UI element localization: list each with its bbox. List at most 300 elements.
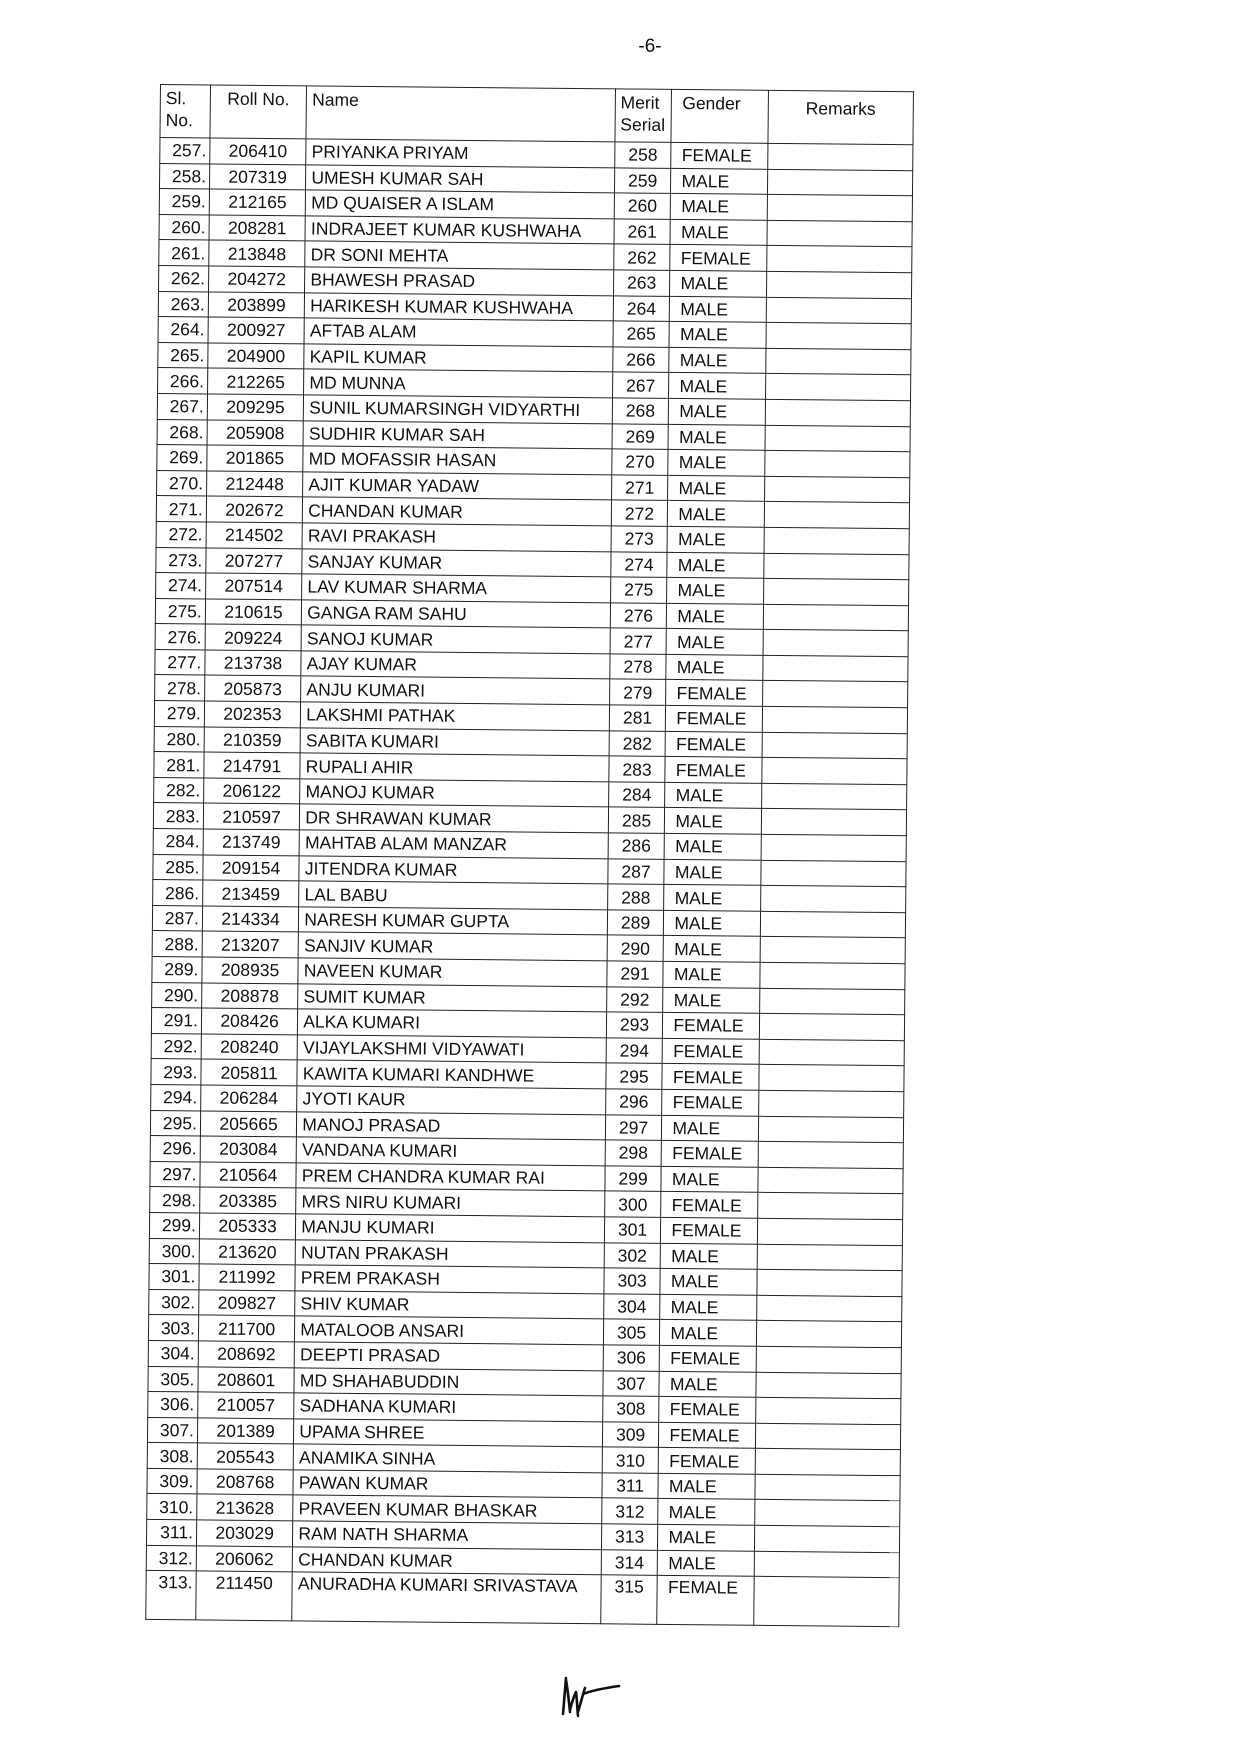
- candidate-name-cell: SUDHIR KUMAR SAH: [303, 420, 612, 449]
- remarks-cell: [760, 937, 905, 964]
- merit-serial-cell: 271: [611, 475, 668, 501]
- merit-serial-cell: 282: [609, 730, 666, 756]
- serial-number-cell: 286.: [153, 880, 203, 906]
- serial-number-cell: 279.: [154, 701, 204, 727]
- serial-number-cell: 281.: [154, 752, 204, 778]
- candidate-name-cell: UMESH KUMAR SAH: [306, 164, 615, 193]
- remarks-cell: [754, 1551, 899, 1578]
- merit-serial-cell: 287: [608, 858, 665, 884]
- candidate-name-cell: MANJU KUMARI: [296, 1214, 605, 1243]
- gender-cell: MALE: [666, 629, 763, 656]
- serial-number-cell: 276.: [155, 624, 205, 650]
- gender-cell: MALE: [663, 961, 760, 988]
- roll-number-cell: 202353: [204, 701, 301, 728]
- remarks-cell: [757, 1193, 902, 1220]
- merit-serial-cell: 260: [614, 193, 671, 219]
- gender-cell: MALE: [668, 475, 765, 502]
- remarks-cell: [762, 732, 907, 759]
- remarks-cell: [757, 1218, 902, 1245]
- gender-cell: MALE: [670, 219, 767, 246]
- remarks-cell: [755, 1500, 900, 1527]
- gender-cell: MALE: [670, 270, 767, 297]
- header-gender: Gender: [671, 89, 768, 143]
- serial-number-cell: 292.: [151, 1033, 201, 1059]
- merit-serial-cell: 270: [612, 449, 669, 475]
- gender-cell: MALE: [666, 654, 763, 681]
- remarks-cell: [755, 1449, 900, 1476]
- page-number: -6-: [638, 36, 662, 57]
- gender-cell: MALE: [669, 398, 766, 425]
- serial-number-cell: 289.: [152, 956, 202, 982]
- remarks-cell: [756, 1372, 901, 1399]
- gender-cell: MALE: [665, 833, 762, 860]
- roll-number-cell: 210615: [205, 599, 302, 626]
- serial-number-cell: 302.: [149, 1289, 199, 1315]
- merit-serial-cell: 301: [604, 1217, 661, 1243]
- handwritten-initials-signature: [555, 1668, 625, 1728]
- serial-number-cell: 306.: [148, 1392, 198, 1418]
- roll-number-cell: 213620: [199, 1238, 296, 1265]
- candidate-name-cell: INDRAJEET KUMAR KUSHWAHA: [305, 216, 614, 245]
- serial-number-cell: 258.: [159, 163, 209, 189]
- candidate-name-cell: PRAVEEN KUMAR BHASKAR: [293, 1495, 602, 1524]
- roll-number-cell: 207319: [209, 164, 306, 191]
- gender-cell: MALE: [659, 1371, 756, 1398]
- merit-serial-cell: 311: [602, 1473, 659, 1499]
- serial-number-cell: 262.: [159, 265, 209, 291]
- candidate-name-cell: ALKA KUMARI: [298, 1009, 607, 1038]
- roll-number-cell: 212165: [209, 189, 306, 216]
- remarks-cell: [768, 143, 913, 170]
- merit-serial-cell: 310: [602, 1447, 659, 1473]
- gender-cell: FEMALE: [665, 731, 762, 758]
- remarks-cell: [756, 1346, 901, 1373]
- header-merit-serial: Merit Serial: [615, 89, 672, 143]
- serial-number-cell: 296.: [150, 1136, 200, 1162]
- candidate-name-cell: MD MUNNA: [304, 369, 613, 398]
- gender-cell: MALE: [668, 501, 765, 528]
- serial-number-cell: 309.: [147, 1468, 197, 1494]
- table-header: [160, 85, 913, 145]
- candidate-name-cell: SANJAY KUMAR: [302, 548, 611, 577]
- roll-number-cell: 208601: [198, 1366, 295, 1393]
- serial-number-cell: 288.: [152, 931, 202, 957]
- remarks-cell: [766, 322, 911, 349]
- candidate-name-cell: MD MOFASSIR HASAN: [303, 446, 612, 475]
- merit-serial-cell: 312: [601, 1498, 658, 1524]
- candidate-name-cell: VANDANA KUMARI: [296, 1137, 605, 1166]
- roll-number-cell: 206122: [203, 778, 300, 805]
- roll-number-cell: 206284: [201, 1085, 298, 1112]
- merit-serial-cell: 286: [608, 833, 665, 859]
- serial-number-cell: 275.: [155, 598, 205, 624]
- serial-number-cell: 270.: [157, 470, 207, 496]
- roll-number-cell: 210564: [200, 1162, 297, 1189]
- candidate-name-cell: ANAMIKA SINHA: [293, 1444, 602, 1473]
- serial-number-cell: 312.: [146, 1545, 196, 1571]
- serial-number-cell: 298.: [150, 1187, 200, 1213]
- candidate-name-cell: SANOJ KUMAR: [301, 625, 610, 654]
- roll-number-cell: 205333: [199, 1213, 296, 1240]
- merit-serial-cell: 314: [601, 1549, 658, 1575]
- remarks-cell: [760, 911, 905, 938]
- merit-serial-cell: 274: [611, 551, 668, 577]
- remarks-cell: [765, 399, 910, 426]
- remarks-cell: [758, 1167, 903, 1194]
- candidate-name-cell: LAL BABU: [299, 881, 608, 910]
- merit-serial-cell: 295: [606, 1063, 663, 1089]
- roll-number-cell: 204272: [208, 266, 305, 293]
- merit-serial-cell: 269: [612, 423, 669, 449]
- roll-number-cell: 201865: [207, 445, 304, 472]
- candidate-name-cell: SHIV KUMAR: [295, 1291, 604, 1320]
- candidate-name-cell: AJAY KUMAR: [301, 651, 610, 680]
- header-roll-no: Roll No.: [210, 85, 307, 139]
- roll-number-cell: 209295: [207, 394, 304, 421]
- merit-serial-cell: 265: [613, 321, 670, 347]
- gender-cell: FEMALE: [663, 1013, 760, 1040]
- gender-cell: FEMALE: [662, 1141, 759, 1168]
- gender-cell: MALE: [658, 1499, 755, 1526]
- candidate-name-cell: DR SONI MEHTA: [305, 241, 614, 270]
- serial-number-cell: 280.: [154, 726, 204, 752]
- merit-list-sheet: [145, 84, 914, 1627]
- header-sl-no: Sl. No.: [160, 85, 210, 138]
- candidate-name-cell: LAV KUMAR SHARMA: [302, 574, 611, 603]
- serial-number-cell: 290.: [152, 982, 202, 1008]
- merit-serial-cell: 281: [609, 705, 666, 731]
- serial-number-cell: 260.: [159, 214, 209, 240]
- remarks-cell: [758, 1116, 903, 1143]
- merit-serial-cell: 267: [612, 372, 669, 398]
- gender-cell: MALE: [669, 322, 766, 349]
- roll-number-cell: 205543: [197, 1443, 294, 1470]
- merit-serial-cell: 306: [603, 1345, 660, 1371]
- remarks-cell: [762, 758, 907, 785]
- candidate-name-cell: VIJAYLAKSHMI VIDYAWATI: [297, 1035, 606, 1064]
- merit-serial-cell: 259: [614, 167, 671, 193]
- roll-number-cell: 205665: [200, 1110, 297, 1137]
- gender-cell: MALE: [667, 603, 764, 630]
- remarks-cell: [765, 374, 910, 401]
- candidate-name-cell: NARESH KUMAR GUPTA: [299, 907, 608, 936]
- gender-cell: MALE: [671, 168, 768, 195]
- merit-serial-cell: 268: [612, 398, 669, 424]
- candidate-name-cell: JITENDRA KUMAR: [299, 855, 608, 884]
- roll-number-cell: 211992: [199, 1264, 296, 1291]
- merit-serial-cell: 315: [600, 1575, 657, 1625]
- merit-serial-cell: 297: [605, 1114, 662, 1140]
- serial-number-cell: 264.: [158, 317, 208, 343]
- gender-cell: MALE: [661, 1166, 758, 1193]
- merit-serial-cell: 290: [607, 935, 664, 961]
- roll-number-cell: 213207: [202, 931, 299, 958]
- gender-cell: MALE: [671, 194, 768, 221]
- candidate-name-cell: PREM CHANDRA KUMAR RAI: [296, 1163, 605, 1192]
- header-row: [160, 85, 913, 145]
- gender-cell: FEMALE: [659, 1396, 756, 1423]
- candidate-name-cell: MANOJ KUMAR: [300, 779, 609, 808]
- candidate-name-cell: NUTAN PRAKASH: [295, 1239, 604, 1268]
- candidate-name-cell: PREM PRAKASH: [295, 1265, 604, 1294]
- remarks-cell: [761, 860, 906, 887]
- gender-cell: MALE: [667, 552, 764, 579]
- candidate-name-cell: CHANDAN KUMAR: [303, 497, 612, 526]
- remarks-cell: [757, 1244, 902, 1271]
- merit-serial-cell: 298: [605, 1140, 662, 1166]
- gender-cell: FEMALE: [659, 1422, 756, 1449]
- remarks-cell: [754, 1577, 900, 1627]
- serial-number-cell: 287.: [152, 905, 202, 931]
- serial-number-cell: 305.: [148, 1366, 198, 1392]
- gender-cell: MALE: [660, 1320, 757, 1347]
- candidate-name-cell: RAVI PRAKASH: [302, 523, 611, 552]
- serial-number-cell: 268.: [157, 419, 207, 445]
- merit-serial-cell: 275: [610, 577, 667, 603]
- roll-number-cell: 208692: [198, 1341, 295, 1368]
- merit-serial-cell: 296: [605, 1089, 662, 1115]
- roll-number-cell: 214791: [204, 752, 301, 779]
- remarks-cell: [766, 271, 911, 298]
- gender-cell: MALE: [658, 1550, 755, 1577]
- gender-cell: MALE: [662, 1115, 759, 1142]
- merit-serial-cell: 313: [601, 1524, 658, 1550]
- roll-number-cell: 203899: [208, 292, 305, 319]
- serial-number-cell: 311.: [146, 1520, 196, 1546]
- gender-cell: FEMALE: [661, 1192, 758, 1219]
- remarks-cell: [756, 1321, 901, 1348]
- remarks-cell: [763, 578, 908, 605]
- gender-cell: FEMALE: [663, 1038, 760, 1065]
- candidate-name-cell: SANJIV KUMAR: [298, 932, 607, 961]
- gender-cell: MALE: [664, 936, 761, 963]
- merit-serial-cell: 289: [607, 910, 664, 936]
- serial-number-cell: 261.: [159, 240, 209, 266]
- serial-number-cell: 266.: [158, 368, 208, 394]
- serial-number-cell: 269.: [157, 445, 207, 471]
- candidate-name-cell: MRS NIRU KUMARI: [296, 1188, 605, 1217]
- merit-serial-cell: 302: [604, 1242, 661, 1268]
- roll-number-cell: 208878: [202, 983, 299, 1010]
- remarks-cell: [755, 1397, 900, 1424]
- remarks-cell: [767, 246, 912, 273]
- merit-serial-cell: 258: [614, 142, 671, 168]
- serial-number-cell: 301.: [149, 1264, 199, 1290]
- remarks-cell: [761, 809, 906, 836]
- gender-cell: MALE: [664, 910, 761, 937]
- header-name: Name: [306, 86, 615, 142]
- roll-number-cell: 212448: [206, 471, 303, 498]
- gender-cell: FEMALE: [659, 1448, 756, 1475]
- serial-number-cell: 263.: [158, 291, 208, 317]
- remarks-cell: [762, 706, 907, 733]
- serial-number-cell: 310.: [147, 1494, 197, 1520]
- candidate-name-cell: SUNIL KUMARSINGH VIDYARTHI: [304, 395, 613, 424]
- remarks-cell: [763, 630, 908, 657]
- roll-number-cell: 201389: [197, 1418, 294, 1445]
- candidate-name-cell: LAKSHMI PATHAK: [301, 702, 610, 731]
- roll-number-cell: 210359: [204, 727, 301, 754]
- merit-serial-cell: 277: [610, 628, 667, 654]
- remarks-cell: [762, 681, 907, 708]
- remarks-cell: [766, 297, 911, 324]
- candidate-name-cell: SUMIT KUMAR: [298, 983, 607, 1012]
- candidate-name-cell: DR SHRAWAN KUMAR: [300, 804, 609, 833]
- remarks-cell: [760, 886, 905, 913]
- roll-number-cell: 212265: [207, 368, 304, 395]
- remarks-cell: [759, 1065, 904, 1092]
- candidate-name-cell: ANURADHA KUMARI SRIVASTAVA: [292, 1572, 601, 1624]
- roll-number-cell: 211450: [196, 1571, 293, 1621]
- remarks-cell: [761, 834, 906, 861]
- remarks-cell: [754, 1525, 899, 1552]
- gender-cell: MALE: [664, 885, 761, 912]
- merit-serial-cell: 305: [603, 1319, 660, 1345]
- roll-number-cell: 205908: [207, 419, 304, 446]
- serial-number-cell: 272.: [156, 521, 206, 547]
- candidate-name-cell: DEEPTI PRASAD: [294, 1342, 603, 1371]
- candidate-name-cell: AFTAB ALAM: [304, 318, 613, 347]
- merit-serial-cell: 272: [611, 500, 668, 526]
- remarks-cell: [757, 1269, 902, 1296]
- merit-serial-cell: 288: [607, 884, 664, 910]
- merit-serial-cell: 279: [609, 679, 666, 705]
- merit-serial-cell: 308: [602, 1396, 659, 1422]
- merit-serial-cell: 284: [608, 782, 665, 808]
- candidate-name-cell: KAPIL KUMAR: [304, 344, 613, 373]
- serial-number-cell: 307.: [147, 1417, 197, 1443]
- remarks-cell: [758, 1141, 903, 1168]
- candidate-name-cell: JYOTI KAUR: [297, 1086, 606, 1115]
- merit-serial-cell: 300: [604, 1191, 661, 1217]
- roll-number-cell: 204900: [208, 343, 305, 370]
- merit-serial-cell: 293: [606, 1012, 663, 1038]
- serial-number-cell: 285.: [153, 854, 203, 880]
- serial-number-cell: 259.: [159, 189, 209, 215]
- roll-number-cell: 211700: [198, 1315, 295, 1342]
- merit-serial-cell: 273: [611, 526, 668, 552]
- serial-number-cell: 274.: [156, 573, 206, 599]
- roll-number-cell: 200927: [208, 317, 305, 344]
- roll-number-cell: 213738: [205, 650, 302, 677]
- gender-cell: FEMALE: [666, 705, 763, 732]
- candidate-name-cell: UPAMA SHREE: [294, 1419, 603, 1448]
- candidate-name-cell: KAWITA KUMARI KANDHWE: [297, 1060, 606, 1089]
- candidate-name-cell: GANGA RAM SAHU: [302, 600, 611, 629]
- serial-number-cell: 293.: [151, 1059, 201, 1085]
- merit-serial-cell: 266: [612, 347, 669, 373]
- candidate-name-cell: RAM NATH SHARMA: [293, 1521, 602, 1550]
- serial-number-cell: 277.: [155, 649, 205, 675]
- remarks-cell: [764, 527, 909, 554]
- roll-number-cell: 207514: [205, 573, 302, 600]
- merit-serial-cell: 299: [605, 1166, 662, 1192]
- roll-number-cell: 206410: [210, 138, 307, 165]
- candidate-name-cell: MD SHAHABUDDIN: [294, 1367, 603, 1396]
- remarks-cell: [763, 604, 908, 631]
- merit-serial-cell: 309: [602, 1421, 659, 1447]
- gender-cell: MALE: [661, 1243, 758, 1270]
- gender-cell: MALE: [660, 1294, 757, 1321]
- candidate-name-cell: PAWAN KUMAR: [293, 1470, 602, 1499]
- remarks-cell: [763, 655, 908, 682]
- serial-number-cell: 303.: [148, 1315, 198, 1341]
- candidate-name-cell: RUPALI AHIR: [300, 753, 609, 782]
- roll-number-cell: 209827: [199, 1290, 296, 1317]
- remarks-cell: [767, 195, 912, 222]
- candidate-name-cell: MD QUAISER A ISLAM: [306, 190, 615, 219]
- roll-number-cell: 208935: [202, 957, 299, 984]
- roll-number-cell: 208240: [201, 1034, 298, 1061]
- roll-number-cell: 203084: [200, 1136, 297, 1163]
- remarks-cell: [764, 553, 909, 580]
- remarks-cell: [765, 450, 910, 477]
- candidate-name-cell: MATALOOB ANSARI: [295, 1316, 604, 1345]
- roll-number-cell: 208426: [201, 1008, 298, 1035]
- gender-cell: MALE: [667, 577, 764, 604]
- roll-number-cell: 205873: [204, 675, 301, 702]
- gender-cell: FEMALE: [661, 1217, 758, 1244]
- remarks-cell: [755, 1423, 900, 1450]
- merit-list-table: [145, 84, 914, 1627]
- gender-cell: MALE: [658, 1473, 755, 1500]
- remarks-cell: [758, 1090, 903, 1117]
- serial-number-cell: 300.: [149, 1238, 199, 1264]
- serial-number-cell: 273.: [156, 547, 206, 573]
- remarks-cell: [756, 1295, 901, 1322]
- remarks-cell: [759, 1013, 904, 1040]
- remarks-cell: [764, 502, 909, 529]
- candidate-name-cell: ANJU KUMARI: [301, 676, 610, 705]
- serial-number-cell: 297.: [150, 1161, 200, 1187]
- gender-cell: MALE: [669, 347, 766, 374]
- merit-serial-cell: 283: [609, 756, 666, 782]
- candidate-name-cell: PRIYANKA PRIYAM: [306, 139, 615, 168]
- roll-number-cell: 214334: [202, 906, 299, 933]
- candidate-name-cell: SADHANA KUMARI: [294, 1393, 603, 1422]
- remarks-cell: [759, 1039, 904, 1066]
- remarks-cell: [766, 348, 911, 375]
- merit-serial-cell: 307: [603, 1370, 660, 1396]
- gender-cell: MALE: [668, 424, 765, 451]
- merit-serial-cell: 285: [608, 807, 665, 833]
- gender-cell: FEMALE: [670, 245, 767, 272]
- serial-number-cell: 283.: [153, 803, 203, 829]
- remarks-cell: [761, 783, 906, 810]
- candidate-name-cell: MAHTAB ALAM MANZAR: [299, 830, 608, 859]
- serial-number-cell: 313.: [146, 1571, 196, 1620]
- gender-cell: FEMALE: [657, 1576, 754, 1626]
- roll-number-cell: 213628: [197, 1494, 294, 1521]
- candidate-name-cell: CHANDAN KUMAR: [293, 1546, 602, 1575]
- serial-number-cell: 291.: [151, 1008, 201, 1034]
- serial-number-cell: 294.: [151, 1084, 201, 1110]
- merit-serial-cell: 262: [613, 244, 670, 270]
- serial-number-cell: 308.: [147, 1443, 197, 1469]
- table-body: [146, 138, 913, 1627]
- gender-cell: FEMALE: [662, 1089, 759, 1116]
- roll-number-cell: 206062: [196, 1546, 293, 1573]
- merit-serial-cell: 263: [613, 270, 670, 296]
- candidate-name-cell: SABITA KUMARI: [300, 728, 609, 757]
- gender-cell: FEMALE: [660, 1345, 757, 1372]
- merit-serial-cell: 303: [604, 1268, 661, 1294]
- gender-cell: FEMALE: [671, 142, 768, 169]
- gender-cell: MALE: [665, 808, 762, 835]
- serial-number-cell: 265.: [158, 342, 208, 368]
- remarks-cell: [767, 220, 912, 247]
- serial-number-cell: 299.: [149, 1212, 199, 1238]
